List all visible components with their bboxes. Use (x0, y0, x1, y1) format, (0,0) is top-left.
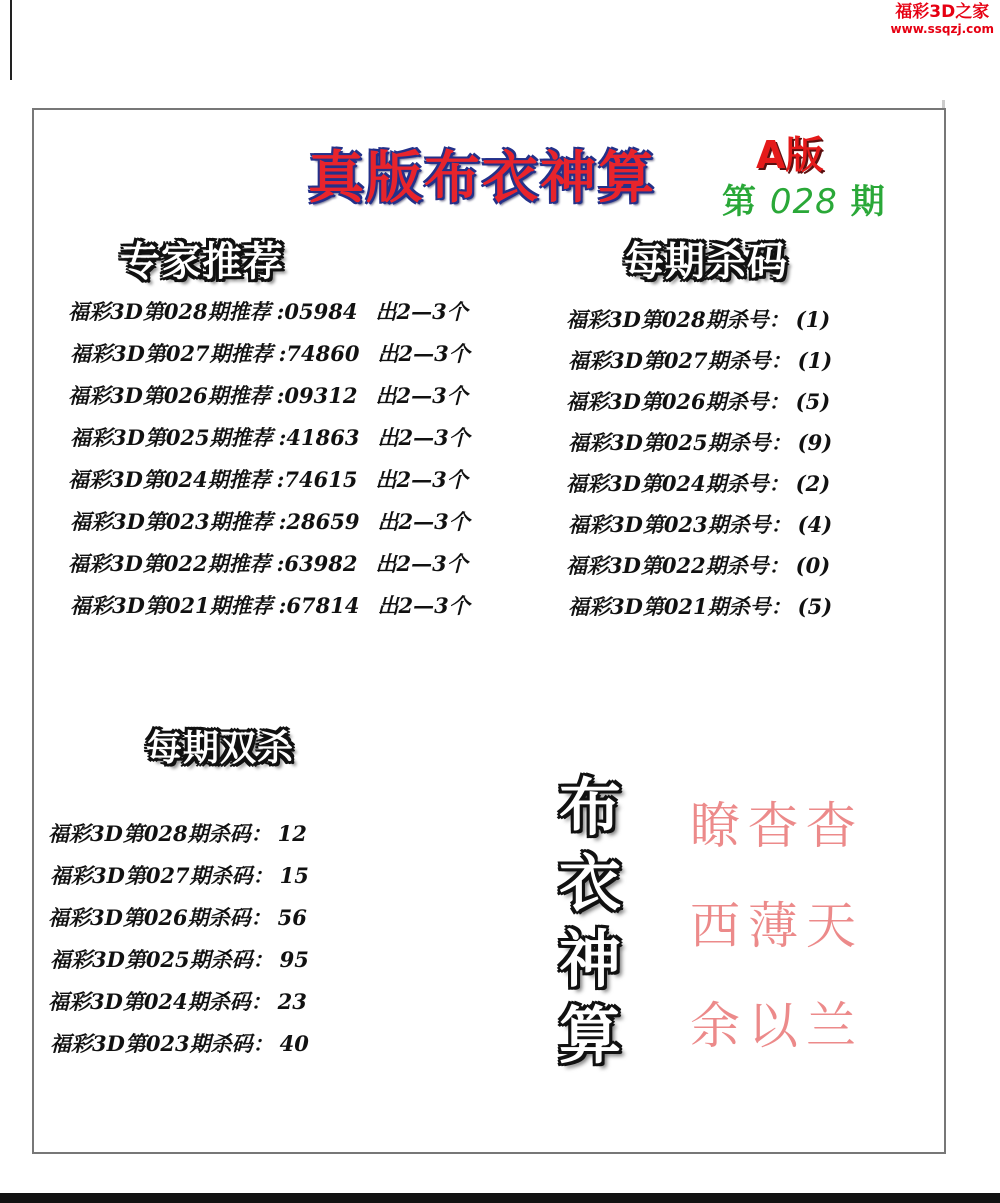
row-label: 福彩3D第023期杀号： (568, 512, 792, 537)
row-value: :05984 (276, 299, 358, 324)
list-item (68, 380, 468, 410)
row-label: 福彩3D第027期杀码： (50, 863, 274, 888)
list-item (50, 860, 309, 890)
issue-number (722, 174, 886, 223)
row-label: 福彩3D第022期杀号： (566, 553, 790, 578)
row-value: (0) (795, 553, 831, 578)
row-label: 福彩3D第021期推荐 (70, 593, 273, 618)
issue-suffix: 期 (850, 182, 886, 222)
verse-line-2: 西薄天 (690, 897, 864, 955)
row-note: 出2—3个 (375, 467, 468, 492)
row-label: 福彩3D第024期杀码： (48, 989, 272, 1014)
section-title-double: 每期双杀 (146, 728, 295, 769)
row-label: 福彩3D第024期杀号： (566, 471, 790, 496)
list-item (68, 296, 468, 326)
vertical-title (550, 770, 630, 1074)
row-label: 福彩3D第026期杀号： (566, 389, 790, 414)
left-border-line (10, 0, 12, 80)
row-label: 福彩3D第021期杀号： (568, 594, 792, 619)
list-item (566, 550, 830, 580)
row-label: 福彩3D第028期杀码： (48, 821, 272, 846)
vertical-char: 算 (558, 999, 621, 1072)
row-label: 福彩3D第027期杀号： (568, 348, 792, 373)
row-note: 出2—3个 (375, 299, 468, 324)
list-item (70, 422, 470, 452)
row-label: 福彩3D第023期推荐 (70, 509, 273, 534)
row-label: 福彩3D第025期推荐 (70, 425, 273, 450)
row-label: 福彩3D第026期推荐 (68, 383, 271, 408)
row-note: 出2—3个 (377, 341, 470, 366)
list-item (48, 902, 307, 932)
row-label: 福彩3D第024期推荐 (68, 467, 271, 492)
row-label: 福彩3D第023期杀码： (50, 1031, 274, 1056)
row-value: (1) (797, 348, 833, 373)
row-label: 福彩3D第028期杀号： (566, 307, 790, 332)
list-item (70, 338, 470, 368)
list-item (50, 1028, 309, 1058)
row-value: (5) (795, 389, 831, 414)
row-label: 福彩3D第026期杀码： (48, 905, 272, 930)
row-value: (2) (795, 471, 831, 496)
row-value: 56 (277, 905, 307, 930)
list-item (48, 986, 307, 1016)
list-item (568, 345, 832, 375)
verse-line-1: 瞭杳杳 (690, 797, 864, 855)
row-value: 40 (279, 1031, 309, 1056)
row-label: 福彩3D第025期杀码： (50, 947, 274, 972)
row-note: 出2—3个 (377, 593, 470, 618)
row-label: 福彩3D第028期推荐 (68, 299, 271, 324)
row-value: (9) (797, 430, 833, 455)
watermark-title: 福彩3D之家 (895, 2, 990, 22)
row-note: 出2—3个 (377, 509, 470, 534)
list-item (566, 304, 830, 334)
row-value: :67814 (278, 593, 360, 618)
row-value: 15 (279, 863, 309, 888)
main-title: 真版布衣神算 (308, 145, 656, 211)
row-value: :41863 (278, 425, 360, 450)
row-note: 出2—3个 (377, 425, 470, 450)
row-note: 出2—3个 (375, 551, 468, 576)
issue-prefix: 第 (722, 182, 757, 222)
bottom-border-line (0, 1193, 1000, 1203)
list-item (566, 468, 830, 498)
vertical-char: 神 (558, 923, 621, 996)
section-title-recommend: 专家推荐 (120, 239, 284, 285)
row-value: :74860 (278, 341, 360, 366)
list-item (68, 464, 468, 494)
row-value: :28659 (278, 509, 360, 534)
list-item (70, 506, 470, 536)
row-value: 95 (279, 947, 309, 972)
row-value: :63982 (276, 551, 358, 576)
site-watermark (891, 2, 994, 36)
row-note: 出2—3个 (375, 383, 468, 408)
row-value: :09312 (276, 383, 358, 408)
list-item (48, 818, 307, 848)
verse-line-3: 余以兰 (690, 997, 864, 1055)
list-item (70, 590, 470, 620)
list-item (566, 386, 830, 416)
row-value: :74615 (276, 467, 358, 492)
section-title-kill: 每期杀码 (624, 239, 788, 285)
row-label: 福彩3D第025期杀号： (568, 430, 792, 455)
watermark-url: www.ssqzj.com (890, 22, 994, 36)
row-label: 福彩3D第022期推荐 (68, 551, 271, 576)
row-value: 12 (277, 821, 307, 846)
list-item (68, 548, 468, 578)
row-value: (4) (797, 512, 833, 537)
row-value: 23 (277, 989, 307, 1014)
list-item (568, 509, 832, 539)
vertical-char: 衣 (558, 847, 621, 920)
row-value: (5) (797, 594, 833, 619)
row-value: (1) (795, 307, 831, 332)
vertical-char: 布 (558, 771, 621, 844)
list-item (568, 591, 832, 621)
issue-num: 028 (769, 182, 838, 222)
row-label: 福彩3D第027期推荐 (70, 341, 273, 366)
list-item (568, 427, 832, 457)
edition-label: A版 (756, 133, 824, 177)
list-item (50, 944, 309, 974)
